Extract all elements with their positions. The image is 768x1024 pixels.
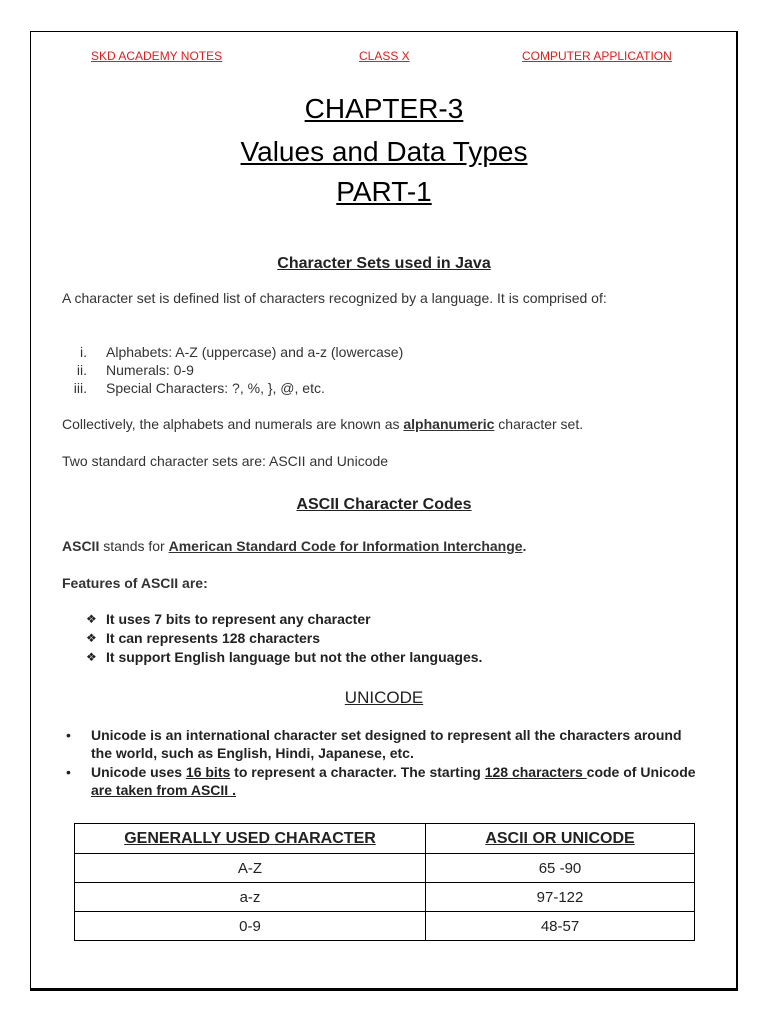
list-item	[64, 726, 704, 762]
diamond-bullet-icon: ❖	[86, 612, 97, 626]
list-item	[86, 629, 686, 648]
ascii-def-end: .	[522, 538, 527, 554]
character-set-intro: A character set is defined list of characters recognized by a language. It is comprised of:	[62, 290, 607, 306]
unicode-bits-d: 128 characters	[484, 764, 587, 780]
table-header-row	[75, 824, 695, 854]
list-item	[64, 763, 704, 799]
standard-sets-paragraph: Two standard character sets are: ASCII and Unicode	[62, 453, 389, 469]
feature-text: It support English language but not the other languages.	[106, 649, 483, 665]
list-item	[62, 343, 622, 361]
unicode-bits-a: Unicode uses	[91, 764, 186, 780]
header-academy: SKD ACADEMY NOTES	[91, 49, 223, 63]
list-number: i.	[80, 344, 87, 360]
list-text: Alphabets: A-Z (uppercase) and a-z (lowercase)	[106, 344, 404, 360]
page-header	[0, 49, 768, 65]
header-subject: COMPUTER APPLICATION	[522, 49, 672, 63]
header-class: CLASS X	[359, 49, 410, 63]
unicode-bits-f: are taken from ASCII .	[91, 782, 236, 798]
table-cell: 48-57	[426, 912, 695, 941]
unicode-bits-b: 16 bits	[185, 764, 231, 780]
diamond-bullet-icon: ❖	[86, 631, 97, 645]
alphanumeric-post: character set.	[494, 416, 584, 432]
alphanumeric-paragraph	[62, 415, 707, 433]
list-number: ii.	[76, 362, 87, 378]
diamond-bullet-icon: ❖	[86, 650, 97, 664]
ascii-features-list	[86, 610, 686, 667]
list-text: Numerals: 0-9	[106, 362, 194, 378]
chapter-subtitle: Values and Data Types	[240, 136, 528, 167]
list-item	[62, 361, 622, 379]
table-cell: 97-122	[426, 883, 695, 912]
table-header-character: GENERALLY USED CHARACTER	[75, 824, 426, 854]
ascii-expansion: American Standard Code for Information Interchange	[168, 538, 523, 554]
section-heading-character-sets: Character Sets used in Java	[277, 255, 491, 272]
unicode-bits-c: to represent a character. The starting	[230, 764, 485, 780]
feature-text: It can represents 128 characters	[106, 630, 321, 646]
chapter-title: CHAPTER-3	[304, 93, 464, 124]
table-header-code: ASCII OR UNICODE	[426, 824, 695, 854]
list-item	[86, 610, 686, 629]
chapter-part: PART-1	[336, 176, 432, 207]
feature-text: It uses 7 bits to represent any character	[106, 611, 371, 627]
ascii-def-mid: stands for	[99, 538, 169, 554]
ascii-term: ASCII	[62, 538, 100, 554]
character-set-list	[62, 343, 622, 397]
list-number: iii.	[73, 380, 87, 396]
unicode-bits-e: code of Unicode	[586, 764, 696, 780]
table-cell: a-z	[75, 883, 426, 912]
bullet-icon: •	[66, 727, 71, 743]
section-heading-ascii: ASCII Character Codes	[296, 496, 472, 513]
alphanumeric-pre: Collectively, the alphabets and numerals are known as	[62, 416, 404, 432]
character-code-table	[74, 823, 695, 941]
bullet-icon: •	[66, 764, 71, 780]
list-item	[86, 648, 686, 667]
table-row	[75, 883, 695, 912]
table-cell: 0-9	[75, 912, 426, 941]
unicode-bullet-text: Unicode is an international character set designed to represent all the characters around the world, such as English, Hindi, Japanese, etc.	[91, 727, 682, 761]
section-heading-unicode: UNICODE	[344, 688, 424, 707]
list-text: Special Characters: ?, %, }, @, etc.	[106, 380, 325, 396]
list-item	[62, 379, 622, 397]
table-cell: 65 -90	[426, 854, 695, 883]
ascii-features-title: Features of ASCII are:	[62, 575, 208, 591]
ascii-definition	[62, 537, 707, 555]
table-row	[75, 912, 695, 941]
alphanumeric-term: alphanumeric	[403, 416, 495, 432]
table-row	[75, 854, 695, 883]
unicode-bullets	[64, 726, 704, 800]
table-cell: A-Z	[75, 854, 426, 883]
